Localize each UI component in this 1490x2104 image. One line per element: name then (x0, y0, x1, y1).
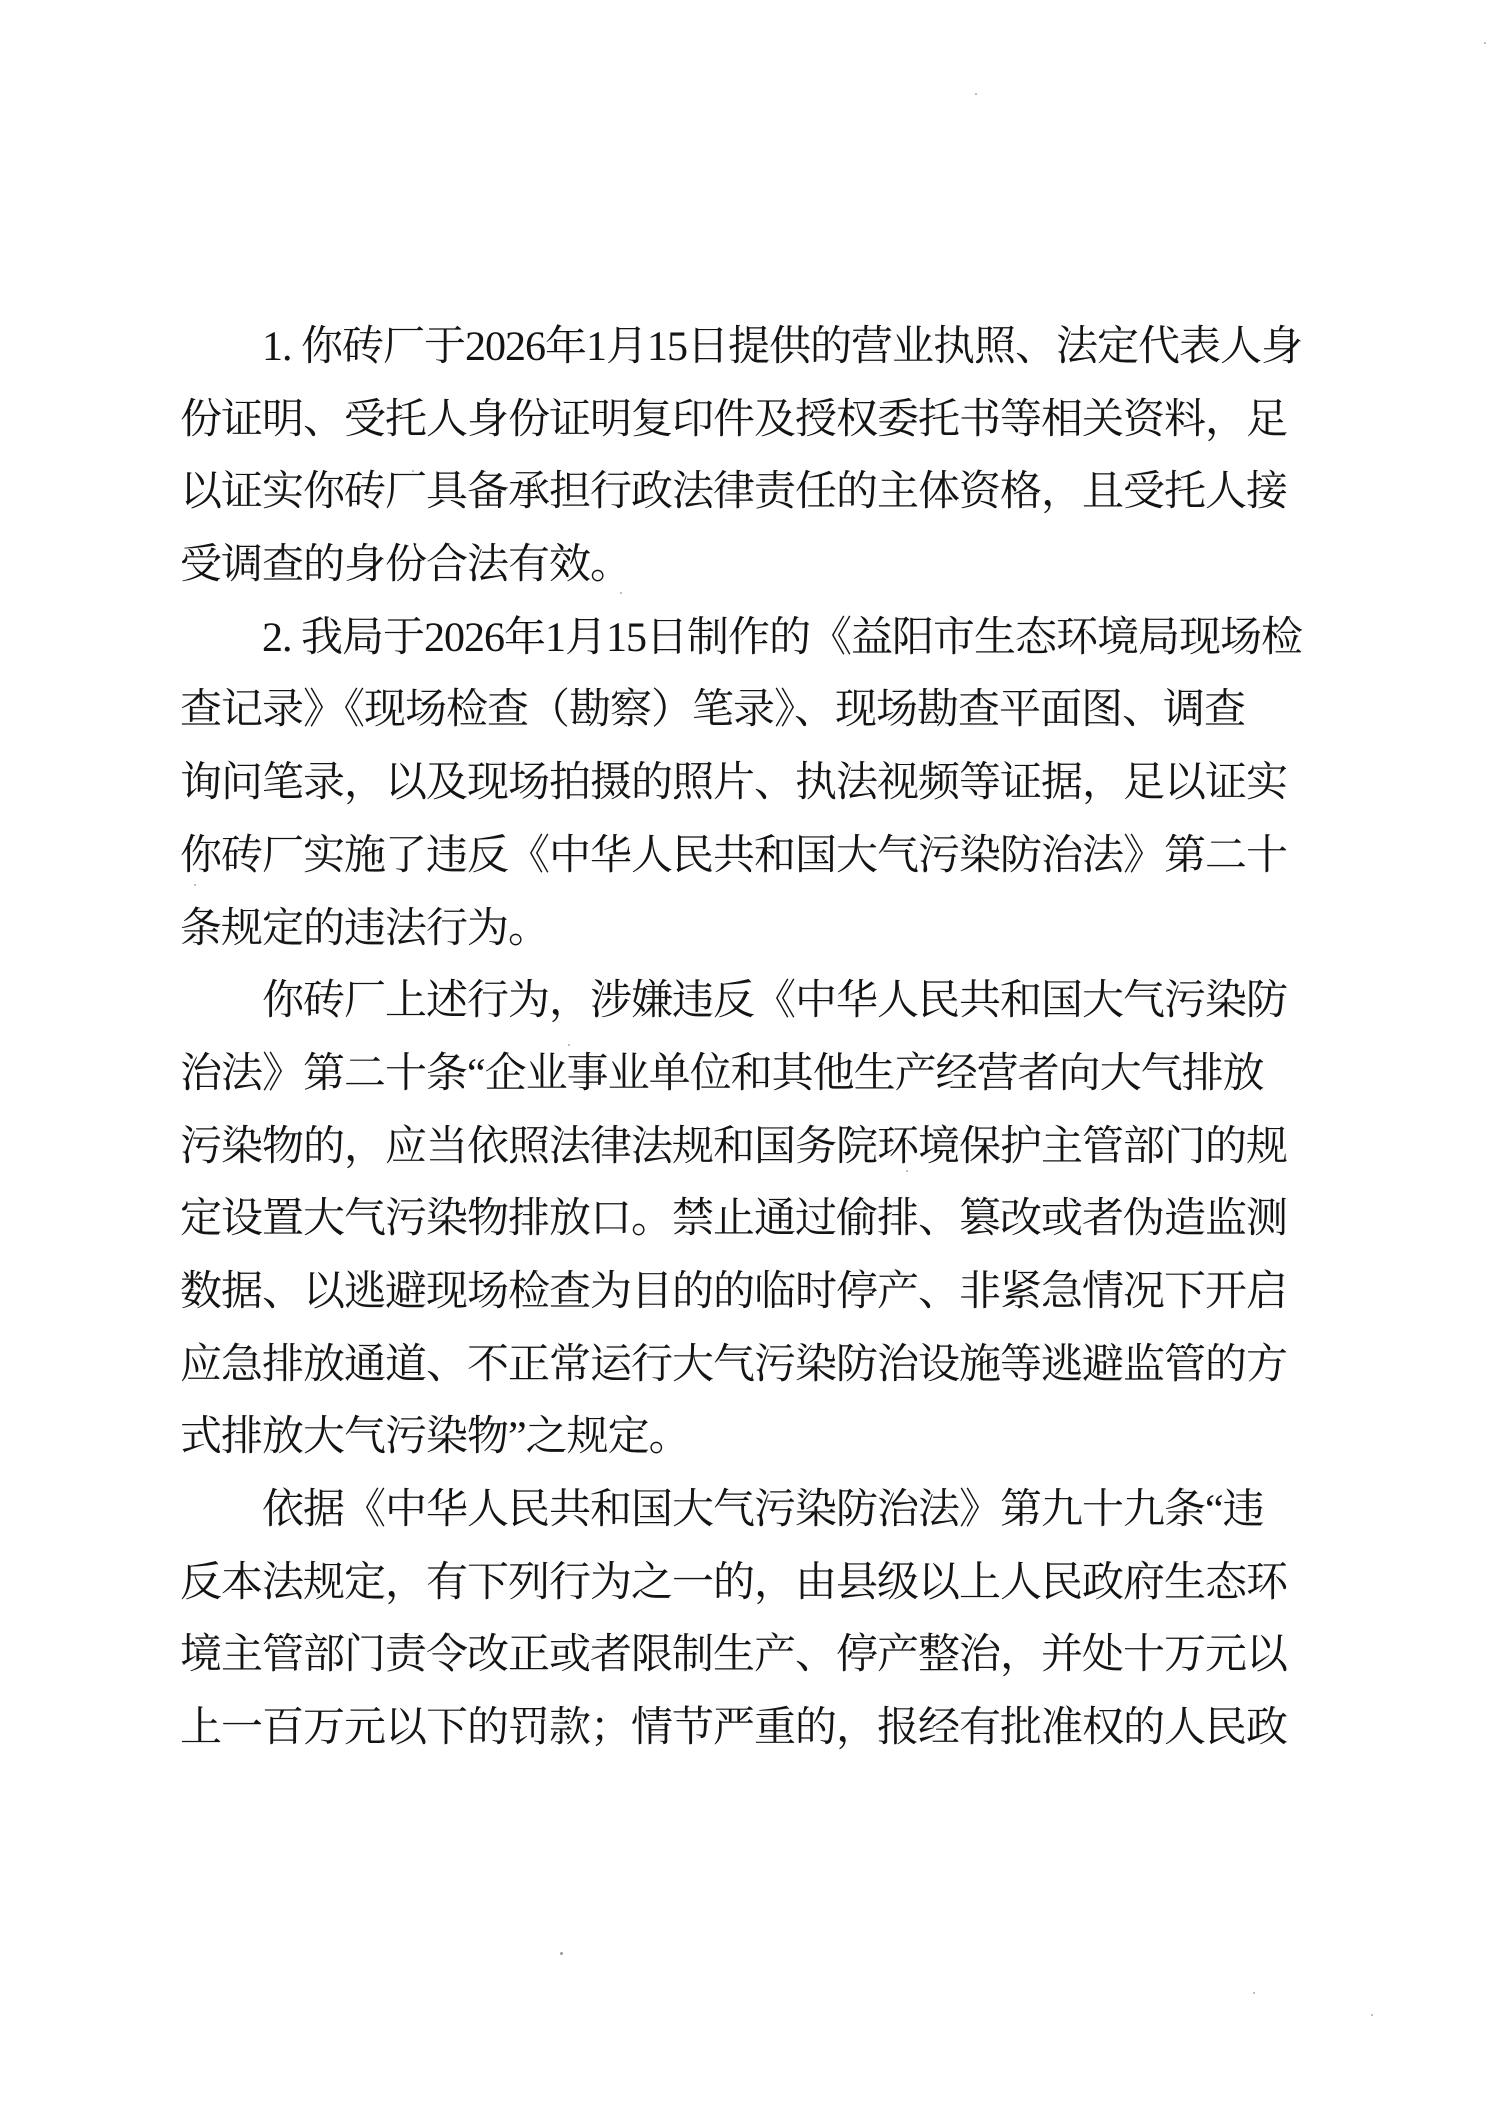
scan-speck (620, 592, 622, 594)
text-line-2: 份证明、受托人身份证明复印件及授权委托书等相关资料，足 (180, 396, 1288, 443)
scan-speck (537, 1367, 539, 1369)
text-line-3: 以证实你砖厂具备承担行政法律责任的主体资格，且受托人接 (180, 469, 1288, 516)
text-line-6: 查记录》《现场检查（勘察）笔录》、现场勘查平面图、调查 (180, 687, 1246, 734)
text-line-12: 污染物的，应当依照法律法规和国务院环境保护主管部门的规 (180, 1123, 1288, 1170)
text-line-19: 境主管部门责令改正或者限制生产、停产整治，并处十万元以 (180, 1632, 1288, 1679)
text-line-13: 定设置大气污染物排放口。禁止通过偷排、篡改或者伪造监测 (180, 1196, 1288, 1243)
text-line-9: 条规定的违法行为。 (180, 905, 550, 952)
text-line-20: 上一百万元以下的罚款；情节严重的，报经有批准权的人民政 (180, 1705, 1288, 1752)
scan-speck (412, 470, 414, 472)
text-line-17: 依据《中华人民共和国大气污染防治法》第九十九条“违 (180, 1487, 1264, 1533)
text-line-5: 2. 我局于2026年1月15日制作的《益阳市生态环境局现场检 (180, 614, 1303, 661)
text-line-1: 1. 你砖厂于2026年1月15日提供的营业执照、法定代表人身 (180, 324, 1303, 370)
text-line-18: 反本法规定，有下列行为之一的，由县级以上人民政府生态环 (180, 1559, 1288, 1606)
text-line-15: 应急排放通道、不正常运行大气污染防治设施等逃避监管的方 (180, 1341, 1288, 1388)
scan-speck (1484, 42, 1486, 44)
document-text-block (180, 311, 1310, 1765)
scan-speck (975, 93, 977, 95)
scan-speck (194, 884, 196, 886)
text-line-16: 式排放大气污染物”之规定。 (180, 1414, 690, 1461)
text-line-8: 你砖厂实施了违反《中华人民共和国大气污染防治法》第二十 (180, 832, 1288, 879)
text-line-10: 你砖厂上述行为，涉嫌违反《中华人民共和国大气污染防 (180, 978, 1288, 1025)
text-line-14: 数据、以逃避现场检查为目的的临时停产、非紧急情况下开启 (180, 1268, 1288, 1315)
scan-speck (1371, 2014, 1373, 2016)
text-line-7: 询问笔录，以及现场拍摄的照片、执法视频等证据，足以证实 (180, 760, 1288, 807)
scan-speck (906, 1170, 908, 1172)
text-line-4: 受调查的身份合法有效。 (180, 542, 632, 589)
text-line-11: 治法》第二十条“企业事业单位和其他生产经营者向大气排放 (180, 1050, 1264, 1097)
scan-speck (1253, 1992, 1255, 1994)
scan-speck (568, 1044, 570, 1046)
scan-speck (560, 1952, 563, 1955)
